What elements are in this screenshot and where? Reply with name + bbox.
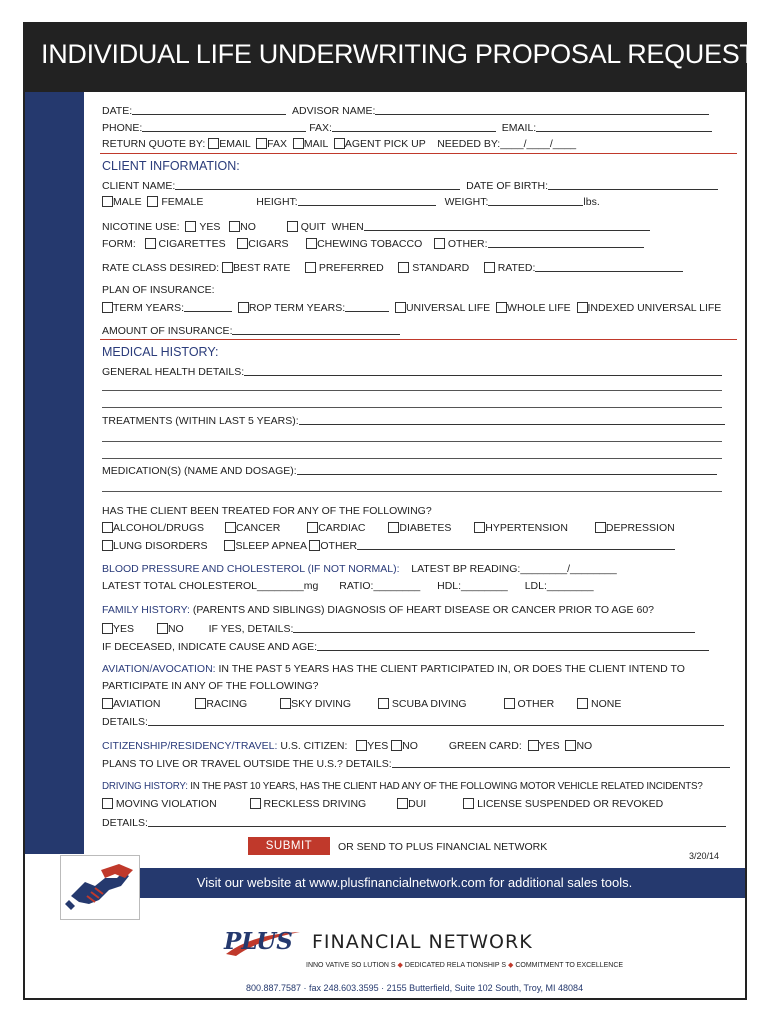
- diamond-icon: ◆: [397, 962, 403, 969]
- hdl-field[interactable]: HDL:________: [437, 580, 508, 592]
- page-title: INDIVIDUAL LIFE UNDERWRITING PROPOSAL REQUEST: [41, 39, 756, 69]
- plan-heading: PLAN OF INSURANCE:: [102, 284, 215, 296]
- chewing-tobacco-label: CHEWING TOBACCO: [317, 238, 423, 250]
- cigarettes-checkbox[interactable]: [145, 238, 156, 249]
- sidebar-stripe: [25, 92, 84, 854]
- or-send-text: OR SEND TO PLUS FINANCIAL NETWORK: [338, 841, 548, 853]
- medications-line-2[interactable]: [102, 491, 722, 492]
- citizen-yes-label: YES: [367, 740, 389, 752]
- none-avocation-label: NONE: [591, 698, 622, 710]
- treated-question: HAS THE CLIENT BEEN TREATED FOR ANY OF THE FOLLOWING?: [102, 505, 432, 517]
- best-rate-label: BEST RATE: [233, 262, 291, 274]
- other-avocation-label: OTHER: [517, 698, 555, 710]
- needed-by-field[interactable]: NEEDED BY:____/____/____: [437, 138, 577, 150]
- client-name-label: CLIENT NAME:: [102, 180, 176, 192]
- alcohol-drugs-checkbox[interactable]: [102, 522, 113, 533]
- other-tobacco-field[interactable]: [488, 237, 644, 248]
- aviation-label: AVIATION/AVOCATION:: [102, 663, 216, 675]
- mail-checkbox[interactable]: [293, 138, 304, 149]
- nicotine-no-label: NO: [240, 221, 256, 233]
- client-info-heading: CLIENT INFORMATION:: [102, 159, 240, 173]
- title-bar: [23, 22, 756, 92]
- alcohol-drugs-label: ALCOHOL/DRUGS: [113, 522, 205, 534]
- cigars-label: CIGARS: [248, 238, 289, 250]
- rop-years-field[interactable]: [345, 301, 389, 312]
- reckless-driving-checkbox[interactable]: [250, 798, 261, 809]
- rop-term-label: ROP TERM YEARS:: [248, 302, 346, 314]
- driving-options-row: [102, 798, 663, 811]
- family-yes-checkbox[interactable]: [102, 623, 113, 634]
- family-history-text: (PARENTS AND SIBLINGS) DIAGNOSIS OF HEART DISEASE OR CANCER PRIOR TO AGE 60?: [189, 604, 654, 616]
- rate-class-row: [102, 261, 683, 275]
- amount-row: [102, 324, 400, 338]
- date-label: DATE:: [102, 105, 133, 117]
- moving-violation-checkbox[interactable]: [102, 798, 113, 809]
- family-history-label: FAMILY HISTORY:: [102, 604, 190, 616]
- date-field[interactable]: [132, 104, 286, 115]
- weight-label: WEIGHT:: [444, 196, 489, 208]
- other-tobacco-label: OTHER:: [447, 238, 488, 250]
- email-option-label: EMAIL: [219, 138, 251, 150]
- if-yes-label: IF YES, DETAILS:: [208, 623, 294, 635]
- fax-field[interactable]: [332, 121, 496, 132]
- driving-row: [102, 780, 703, 793]
- sleep-apnea-checkbox[interactable]: [224, 540, 235, 551]
- universal-life-label: UNIVERSAL LIFE: [405, 302, 491, 314]
- fax-checkbox[interactable]: [256, 138, 267, 149]
- family-history-row: [102, 604, 654, 617]
- other-condition-checkbox[interactable]: [309, 540, 320, 551]
- bp-row: [102, 563, 617, 576]
- quit-label: QUIT: [300, 221, 326, 233]
- license-suspended-label: LICENSE SUSPENDED OR REVOKED: [477, 798, 664, 810]
- male-checkbox[interactable]: [102, 196, 113, 207]
- medical-history-heading: MEDICAL HISTORY:: [102, 345, 219, 359]
- other-condition-label: OTHER: [320, 540, 358, 552]
- fax-option-label: FAX: [267, 138, 287, 150]
- medications-label: MEDICATION(S) (NAME AND DOSAGE):: [102, 465, 297, 477]
- family-no-checkbox[interactable]: [157, 623, 168, 634]
- client-name-row: [102, 179, 718, 193]
- green-card-yes-label: YES: [538, 740, 560, 752]
- best-rate-checkbox[interactable]: [222, 262, 233, 273]
- green-card-yes-checkbox[interactable]: [528, 740, 539, 751]
- whole-life-checkbox[interactable]: [496, 302, 507, 313]
- rated-label: RATED:: [497, 262, 536, 274]
- diabetes-checkbox[interactable]: [388, 522, 399, 533]
- cigarettes-label: CIGARETTES: [158, 238, 226, 250]
- general-health-label: GENERAL HEALTH DETAILS:: [102, 366, 245, 378]
- none-avocation-checkbox[interactable]: [577, 698, 588, 709]
- cancer-label: CANCER: [235, 522, 281, 534]
- cardiac-checkbox[interactable]: [307, 522, 318, 533]
- bp-heading: BLOOD PRESSURE AND CHOLESTEROL (IF NOT NORMAL):: [102, 563, 400, 575]
- diamond-icon: ◆: [507, 962, 514, 969]
- other-tobacco-checkbox[interactable]: [434, 238, 445, 249]
- medications-row: [102, 464, 717, 478]
- sky-diving-label: SKY DIVING: [291, 698, 352, 710]
- tagline: [306, 959, 623, 972]
- return-quote-label: RETURN QUOTE BY:: [102, 138, 206, 150]
- header-row-3: [102, 138, 576, 151]
- whole-life-label: WHOLE LIFE: [507, 302, 571, 314]
- agent-pickup-label: AGENT PICK UP: [344, 138, 426, 150]
- treatments-row: [102, 414, 725, 428]
- quit-checkbox[interactable]: [287, 221, 298, 232]
- nicotine-yes-label: YES: [199, 221, 221, 233]
- driving-details-label: DETAILS:: [102, 817, 148, 829]
- ratio-field[interactable]: RATIO:________: [339, 580, 421, 592]
- aviation-row: [102, 663, 685, 676]
- divider-header: [100, 153, 737, 154]
- cardiac-label: CARDIAC: [318, 522, 366, 534]
- medications-field[interactable]: [297, 464, 717, 475]
- dui-checkbox[interactable]: [397, 798, 408, 809]
- nicotine-no-checkbox[interactable]: [229, 221, 240, 232]
- citizenship-row: [102, 740, 592, 753]
- amount-label: AMOUNT OF INSURANCE:: [102, 325, 233, 337]
- mail-option-label: MAIL: [303, 138, 328, 150]
- driving-label: DRIVING HISTORY:: [102, 781, 188, 792]
- dob-label: DATE OF BIRTH:: [466, 180, 549, 192]
- website-text[interactable]: Visit our website at www.plusfinancialnetwork.com for additional sales tools.: [196, 875, 633, 890]
- cholesterol-field[interactable]: LATEST TOTAL CHOLESTEROL________mg: [102, 580, 319, 592]
- depression-label: DEPRESSION: [605, 522, 675, 534]
- deceased-label: IF DECEASED, INDICATE CAUSE AND AGE:: [102, 641, 318, 653]
- other-avocation-checkbox[interactable]: [504, 698, 515, 709]
- sky-diving-checkbox[interactable]: [280, 698, 291, 709]
- quit-when-field[interactable]: [364, 220, 650, 231]
- rop-term-checkbox[interactable]: [238, 302, 249, 313]
- plus-logo: [222, 926, 642, 958]
- tagline-2: DEDICATED RELA TIONSHIP S: [404, 962, 507, 969]
- racing-checkbox[interactable]: [195, 698, 206, 709]
- travel-label: PLANS TO LIVE OR TRAVEL OUTSIDE THE U.S.? DETAILS:: [102, 758, 392, 770]
- term-label: TERM YEARS:: [113, 302, 184, 314]
- form-label: FORM:: [102, 238, 136, 250]
- driving-text: IN THE PAST 10 YEARS, HAS THE CLIENT HAD ANY OF THE FOLLOWING MOTOR VEHICLE RELATED INCIDENTS?: [187, 781, 703, 792]
- citizen-no-checkbox[interactable]: [391, 740, 402, 751]
- lung-disorders-checkbox[interactable]: [102, 540, 113, 551]
- family-yes-label: YES: [113, 623, 135, 635]
- dob-field[interactable]: [548, 179, 718, 190]
- aviation-options-row: [102, 698, 621, 711]
- tagline-1: INNO VATIVE SO LUTION S: [306, 962, 396, 969]
- cholesterol-row: [102, 580, 594, 593]
- lbs-label: lbs.: [583, 196, 600, 208]
- treatments-line-3[interactable]: [102, 458, 722, 459]
- rated-field[interactable]: [535, 261, 683, 272]
- term-years-field[interactable]: [184, 301, 232, 312]
- advisor-field[interactable]: [375, 104, 709, 115]
- weight-field[interactable]: [488, 195, 583, 206]
- indexed-ul-label: INDEXED UNIVERSAL LIFE: [587, 302, 722, 314]
- aviation-option-label: AVIATION: [113, 698, 161, 710]
- family-no-label: NO: [167, 623, 184, 635]
- preferred-label: PREFERRED: [318, 262, 384, 274]
- cancer-checkbox[interactable]: [225, 522, 236, 533]
- bp-latest-field[interactable]: LATEST BP READING:________/________: [411, 563, 617, 575]
- nicotine-label: NICOTINE USE:: [102, 221, 180, 233]
- standard-checkbox[interactable]: [398, 262, 409, 273]
- height-label: HEIGHT:: [256, 196, 298, 208]
- hypertension-label: HYPERTENSION: [485, 522, 568, 534]
- treatments-label: TREATMENTS (WITHIN LAST 5 YEARS):: [102, 415, 299, 427]
- agent-pickup-checkbox[interactable]: [334, 138, 345, 149]
- divider-client: [100, 339, 737, 340]
- reckless-driving-label: RECKLESS DRIVING: [263, 798, 367, 810]
- aviation-details-row: [102, 715, 724, 729]
- phone-label: PHONE:: [102, 122, 143, 134]
- conditions-row-2: [102, 539, 675, 553]
- submit-button[interactable]: SUBMIT: [248, 837, 330, 855]
- advisor-label: ADVISOR NAME:: [292, 105, 376, 117]
- aviation-text: IN THE PAST 5 YEARS HAS THE CLIENT PARTICIPATED IN, OR DOES THE CLIENT INTEND TO: [215, 663, 685, 675]
- green-card-label: GREEN CARD:: [448, 740, 522, 752]
- treatments-line-2[interactable]: [102, 441, 722, 442]
- depression-checkbox[interactable]: [595, 522, 606, 533]
- male-label: MALE: [113, 196, 142, 208]
- nicotine-yes-checkbox[interactable]: [185, 221, 196, 232]
- citizenship-label: CITIZENSHIP/RESIDENCY/TRAVEL:: [102, 740, 278, 752]
- aviation-text-2: PARTICIPATE IN ANY OF THE FOLLOWING?: [102, 680, 319, 692]
- moving-violation-label: MOVING VIOLATION: [115, 798, 217, 810]
- nicotine-row: [102, 220, 650, 234]
- treatments-field[interactable]: [299, 414, 725, 425]
- tagline-3: COMMITMENT TO EXCELLENCE: [515, 962, 624, 969]
- license-suspended-checkbox[interactable]: [463, 798, 474, 809]
- brand-plus: PLUS: [224, 928, 293, 955]
- gender-row: [102, 195, 600, 209]
- handshake-icon: [61, 856, 139, 919]
- brand-name: FINANCIAL NETWORK: [312, 931, 533, 953]
- racing-label: RACING: [206, 698, 248, 710]
- client-name-field[interactable]: [175, 179, 460, 190]
- ldl-field[interactable]: LDL:________: [524, 580, 594, 592]
- sleep-apnea-label: SLEEP APNEA: [235, 540, 307, 552]
- driving-details-row: [102, 816, 726, 830]
- term-checkbox[interactable]: [102, 302, 113, 313]
- female-checkbox[interactable]: [147, 196, 158, 207]
- website-banner: [84, 868, 745, 898]
- scuba-diving-label: SCUBA DIVING: [391, 698, 467, 710]
- phone-field[interactable]: [142, 121, 306, 132]
- amount-field[interactable]: [232, 324, 400, 335]
- lung-disorders-label: LUNG DISORDERS: [113, 540, 208, 552]
- preferred-checkbox[interactable]: [305, 262, 316, 273]
- general-health-line-3[interactable]: [102, 407, 722, 408]
- rated-checkbox[interactable]: [484, 262, 495, 273]
- driving-details-field[interactable]: [148, 816, 726, 827]
- when-label: WHEN: [331, 221, 364, 233]
- form-date: 3/20/14: [689, 851, 720, 861]
- indexed-ul-checkbox[interactable]: [577, 302, 588, 313]
- family-answer-row: [102, 622, 695, 636]
- handshake-logo: [60, 855, 140, 920]
- cigars-checkbox[interactable]: [237, 238, 248, 249]
- aviation-details-label: DETAILS:: [102, 716, 148, 728]
- general-health-line-2[interactable]: [102, 390, 722, 391]
- citizen-no-label: NO: [402, 740, 418, 752]
- citizen-yes-checkbox[interactable]: [356, 740, 367, 751]
- email-label: EMAIL:: [501, 122, 537, 134]
- fax-label: FAX:: [309, 122, 332, 134]
- header-row-1: [102, 104, 709, 118]
- aviation-details-field[interactable]: [148, 715, 724, 726]
- aviation-checkbox[interactable]: [102, 698, 113, 709]
- header-row-2: [102, 121, 712, 135]
- travel-row: [102, 757, 730, 771]
- travel-field[interactable]: [392, 757, 730, 768]
- plan-row: [102, 301, 721, 315]
- general-health-row: [102, 365, 722, 379]
- dui-label: DUI: [408, 798, 427, 810]
- general-health-field[interactable]: [244, 365, 722, 376]
- family-details-field[interactable]: [293, 622, 695, 633]
- email-field[interactable]: [536, 121, 712, 132]
- email-checkbox[interactable]: [208, 138, 219, 149]
- female-label: FEMALE: [161, 196, 204, 208]
- standard-label: STANDARD: [412, 262, 470, 274]
- scuba-diving-checkbox[interactable]: [378, 698, 389, 709]
- us-citizen-label: U.S. CITIZEN:: [277, 740, 348, 752]
- hypertension-checkbox[interactable]: [474, 522, 485, 533]
- universal-life-checkbox[interactable]: [395, 302, 406, 313]
- diabetes-label: DIABETES: [399, 522, 452, 534]
- conditions-row-1: [102, 522, 675, 535]
- other-condition-field[interactable]: [357, 539, 675, 550]
- green-card-no-label: NO: [576, 740, 593, 752]
- height-field[interactable]: [298, 195, 436, 206]
- rate-class-label: RATE CLASS DESIRED:: [102, 262, 220, 274]
- form-row: [102, 237, 644, 251]
- deceased-row: [102, 640, 709, 654]
- contact-line: 800.887.7587 · fax 248.603.3595 · 2155 Butterfield, Suite 102 South, Troy, MI 48084: [246, 983, 584, 993]
- chewing-tobacco-checkbox[interactable]: [306, 238, 317, 249]
- deceased-field[interactable]: [317, 640, 709, 651]
- green-card-no-checkbox[interactable]: [565, 740, 576, 751]
